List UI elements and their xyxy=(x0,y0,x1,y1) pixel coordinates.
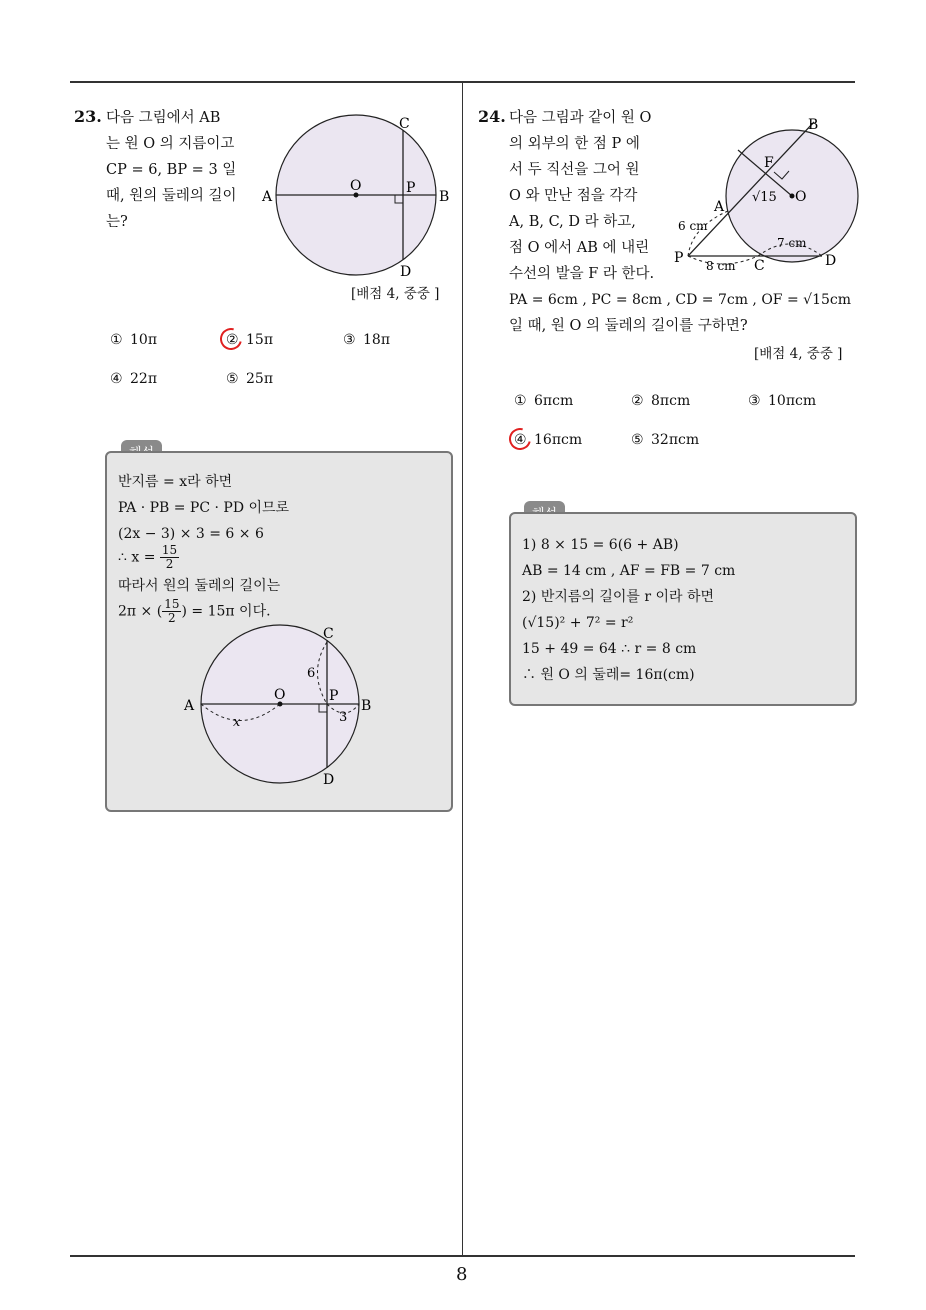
q24-choice-2-mark: ② xyxy=(631,393,644,409)
q23-sol-line-6 xyxy=(118,598,271,625)
q23-choice-4[interactable] xyxy=(110,371,157,387)
q23-sol-label-d: D xyxy=(323,772,335,788)
page-number: 8 xyxy=(456,1264,468,1285)
q23-label-p: P xyxy=(406,180,416,196)
q23-line-1-text: 다음 그림에서 AB xyxy=(106,110,221,126)
q24-line-5: A, B, C, D 라 하고, xyxy=(509,214,636,230)
q24-choice-2[interactable] xyxy=(631,393,690,409)
q24-choice-1-mark: ① xyxy=(514,393,527,409)
q23-choice-4-text: 22π xyxy=(130,371,158,387)
q24-label-seven-cm: 7 cm xyxy=(777,236,807,250)
q24-choice-5-text: 32πcm xyxy=(651,432,700,448)
q23-label-b: B xyxy=(439,189,450,205)
q23-sol-line-6-suffix: ) = 15π 이다. xyxy=(181,603,271,620)
q24-label-f: F xyxy=(764,155,774,171)
q23-choice-2-text: 15π xyxy=(246,332,274,348)
q24-choice-3-text: 10πcm xyxy=(768,393,817,409)
q23-sol-fraction-1-num: 15 xyxy=(161,543,178,557)
q24-sol-line-5: 15 + 49 = 64 ∴ r = 8 cm xyxy=(522,641,697,657)
q24-selected-answer-mark xyxy=(505,424,535,454)
q23-sol-line-3: (2x − 3) × 3 = 6 × 6 xyxy=(118,526,264,542)
q23-sol-fraction-1-den: 2 xyxy=(165,557,174,571)
bottom-rule xyxy=(70,1255,855,1257)
q24-line-1: 다음 그림과 같이 원 O xyxy=(509,110,652,126)
q23-sol-line-4 xyxy=(118,544,179,571)
q23-label-d: D xyxy=(400,264,412,280)
q24-label-b: B xyxy=(808,117,819,133)
q23-sol-line-4-prefix: ∴ x = xyxy=(118,549,156,566)
q24-line-4: O 와 만난 점을 각각 xyxy=(509,188,638,204)
q24-sol-line-2: AB = 14 cm , AF = FB = 7 cm xyxy=(522,563,736,579)
q24-label-eight-cm: 8 cm xyxy=(706,259,736,273)
q23-sol-line-6-prefix: 2π × ( xyxy=(118,603,163,620)
q23-sol-label-b: B xyxy=(361,698,372,714)
q23-sol-label-o: O xyxy=(274,687,286,703)
q23-line-2: 는 원 O 의 지름이고 xyxy=(106,136,235,152)
column-divider xyxy=(462,81,463,1256)
q24-line-7: 수선의 발을 F 라 한다. xyxy=(509,266,655,282)
q23-sol-label-three: 3 xyxy=(339,710,348,725)
q23-sol-label-six: 6 xyxy=(307,666,316,681)
q23-label-a: A xyxy=(262,189,273,205)
q24-line-3: 서 두 직선을 그어 원 xyxy=(509,162,640,178)
q23-score: [배점 4, 중중 ] xyxy=(351,286,440,302)
q24-choice-5[interactable] xyxy=(631,432,699,448)
q23-line-3: CP = 6, BP = 3 일 xyxy=(106,162,237,178)
q23-choice-3[interactable] xyxy=(343,332,390,348)
q24-label-root15: √15 xyxy=(752,190,777,205)
q23-sol-line-5: 따라서 원의 둘레의 길이는 xyxy=(118,578,281,594)
q23-choice-5-text: 25π xyxy=(246,371,274,387)
q24-choice-1[interactable] xyxy=(514,393,573,409)
q23-sol-fraction-1 xyxy=(160,544,179,571)
q23-choice-1[interactable] xyxy=(110,332,157,348)
q23-sol-fraction-2-num: 15 xyxy=(164,597,180,611)
q23-sol-label-a: A xyxy=(184,698,195,714)
q23-line-4: 때, 원의 둘레의 길이 xyxy=(106,188,237,204)
q24-label-p: P xyxy=(674,250,684,266)
q23-choice-3-text: 18π xyxy=(363,332,391,348)
q24-condition: PA = 6cm , PC = 8cm , CD = 7cm , OF = √15cm xyxy=(509,292,852,308)
q23-circle-figure xyxy=(255,108,460,283)
q24-sol-line-4: (√15)² + 7² = r² xyxy=(522,615,634,631)
q24-choice-4-mark: ④ xyxy=(514,432,527,448)
q23-choice-3-mark: ③ xyxy=(343,332,356,348)
q24-question: 일 때, 원 O 의 둘레의 길이를 구하면? xyxy=(509,318,748,334)
q24-choice-3[interactable] xyxy=(748,393,816,409)
q23-sol-line-2: PA · PB = PC · PD 이므로 xyxy=(118,500,290,516)
q23-selected-answer-mark xyxy=(216,324,246,354)
q24-line-6: 점 O 에서 AB 에 내린 xyxy=(509,240,650,256)
q24-label-six-cm: 6 cm xyxy=(678,219,708,233)
q23-choice-2-mark: ② xyxy=(226,332,239,348)
q23-choice-5-mark: ⑤ xyxy=(226,371,239,387)
q24-label-o: O xyxy=(795,189,807,205)
q23-label-c: C xyxy=(399,116,410,132)
q23-sol-label-x: x xyxy=(233,715,241,730)
q23-line-5: 는? xyxy=(106,214,128,230)
q24-choice-5-mark: ⑤ xyxy=(631,432,644,448)
q24-choice-1-text: 6πcm xyxy=(534,393,574,409)
q24-circle-figure xyxy=(672,112,862,274)
q23-sol-label-c: C xyxy=(323,626,334,642)
q23-choice-1-mark: ① xyxy=(110,332,123,348)
q23-sol-fraction-2-den: 2 xyxy=(168,611,176,625)
q24-choice-4-text: 16πcm xyxy=(534,432,583,448)
q23-sol-line-1: 반지름 = x라 하면 xyxy=(118,474,233,490)
q23-choice-1-text: 10π xyxy=(130,332,158,348)
q24-label-c: C xyxy=(754,258,765,274)
q23-sol-fraction-2 xyxy=(162,598,181,625)
q24-label-a: A xyxy=(714,199,725,215)
q24-line-2: 의 외부의 한 점 P 에 xyxy=(509,136,640,152)
q24-center-dot xyxy=(790,194,795,199)
q24-sol-line-1: 1) 8 × 15 = 6(6 + AB) xyxy=(522,537,679,553)
q24-sol-line-3: 2) 반지름의 길이를 r 이라 하면 xyxy=(522,589,715,605)
q24-label-d: D xyxy=(825,253,837,269)
q23-number: 23. xyxy=(74,107,102,126)
q23-line-1 xyxy=(106,108,220,128)
q23-label-o: O xyxy=(350,178,362,194)
q23-choice-4-mark: ④ xyxy=(110,371,123,387)
q24-choice-3-mark: ③ xyxy=(748,393,761,409)
q24-choice-2-text: 8πcm xyxy=(651,393,691,409)
q23-sol-label-p: P xyxy=(329,688,339,704)
q24-score: [배점 4, 중중 ] xyxy=(754,346,843,362)
q24-sol-line-6: ∴ 원 O 의 둘레= 16π(cm) xyxy=(522,667,695,683)
q23-solution-figure xyxy=(180,622,380,792)
q24-number: 24. xyxy=(478,107,506,126)
q23-choice-5[interactable] xyxy=(226,371,273,387)
